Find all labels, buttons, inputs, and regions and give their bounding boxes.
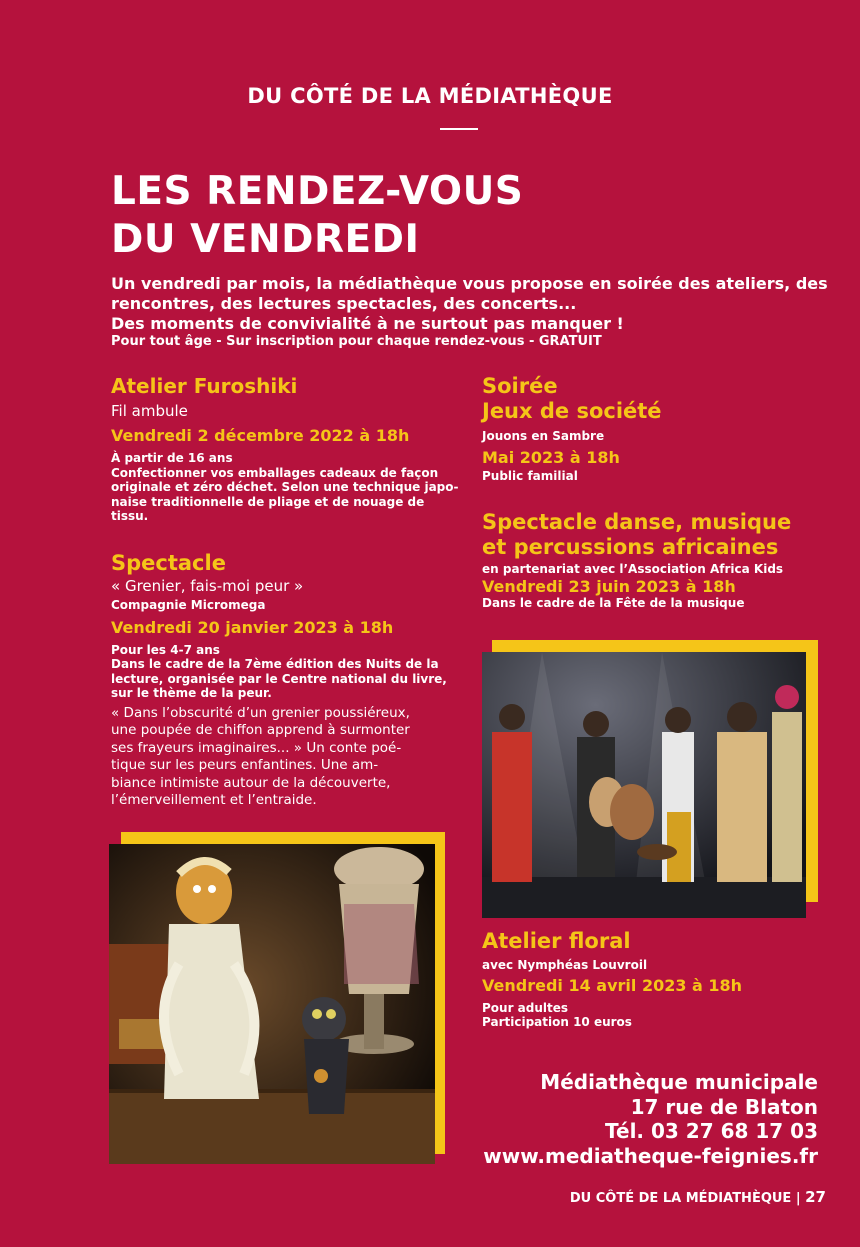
quote-line: l’émerveillement et l’entraide.	[111, 792, 317, 808]
section-header: DU CÔTÉ DE LA MÉDIATHÈQUE	[247, 84, 613, 108]
description-line: Participation 10 euros	[482, 1015, 632, 1029]
concert-photo	[482, 652, 806, 918]
event-quote	[111, 705, 447, 810]
event-title-line-2: et percussions africaines	[482, 535, 779, 559]
event-title-line-2: Jeux de société	[482, 399, 662, 423]
event-title: Spectacle	[111, 551, 226, 575]
footer-section: DU CÔTÉ DE LA MÉDIATHÈQUE	[569, 1191, 792, 1206]
intro-line-1: Un vendredi par mois, la médiathèque vous propose en soirée des ateliers, des	[111, 274, 828, 293]
header-divider	[440, 128, 478, 130]
concert-illustration	[482, 652, 806, 918]
page-title	[111, 168, 523, 264]
event-floral	[482, 929, 742, 1030]
description-line: tissu.	[111, 509, 149, 523]
description-line: sur le thème de la peur.	[111, 686, 272, 700]
event-subtitle: avec Nymphéas Louvroil	[482, 958, 648, 972]
event-spectacle	[111, 551, 447, 810]
quote-line: biance intimiste autour de la découverte,	[111, 774, 391, 791]
event-date: Vendredi 14 avril 2023 à 18h	[482, 975, 743, 995]
event-title: Atelier Furoshiki	[111, 374, 298, 398]
description-line: lecture, organisée par le Centre national du livre,	[111, 671, 447, 686]
event-date: Vendredi 20 janvier 2023 à 18h	[111, 617, 394, 637]
intro-line-4: Pour tout âge - Sur inscription pour chaque rendez-vous - GRATUIT	[111, 334, 602, 349]
description-line: À partir de 16 ans	[111, 451, 233, 465]
event-furoshiki	[111, 374, 458, 524]
event-description	[482, 1001, 742, 1030]
event-subtitle: Fil ambule	[111, 402, 188, 420]
venue-street: 17 rue de Blaton	[630, 1094, 818, 1119]
event-subtitle: en partenariat avec l’Association Africa Kids	[482, 562, 784, 576]
event-date: Mai 2023 à 18h	[482, 448, 620, 467]
event-description: Dans le cadre de la Fête de la musique	[482, 595, 745, 610]
quote-line: tique sur les peurs enfantines. Une am-	[111, 757, 379, 773]
description-line: Pour les 4-7 ans	[111, 642, 220, 657]
intro-line-2: rencontres, des lectures spectacles, des concerts...	[111, 294, 577, 313]
event-title-line-1: Spectacle danse, musique	[482, 510, 792, 534]
event-jeux	[482, 374, 662, 484]
page-title-line-2: DU VENDREDI	[111, 217, 420, 262]
description-line: Dans le cadre de la 7ème édition des Nuits de la	[111, 657, 439, 671]
event-title: Atelier floral	[482, 929, 631, 953]
event-description	[111, 451, 458, 524]
event-date: Vendredi 23 juin 2023 à 18h	[482, 576, 736, 596]
page-footer	[570, 1188, 826, 1206]
event-subtitle: « Grenier, fais-moi peur »	[111, 577, 304, 595]
address-block	[483, 1070, 818, 1168]
event-danse	[482, 510, 791, 610]
footer-separator: |	[795, 1191, 806, 1206]
puppet-photo	[109, 844, 435, 1164]
event-company: Compagnie Micromega	[111, 598, 266, 612]
page-title-line-1: LES RENDEZ-VOUS	[111, 169, 524, 214]
description-line: Confectionner vos emballages cadeaux de façon	[111, 465, 439, 480]
puppet-illustration	[109, 844, 435, 1164]
description-line: naise traditionnelle de pliage et de nouage de	[111, 494, 425, 509]
intro-text	[111, 274, 828, 350]
page-number: 27	[805, 1188, 826, 1206]
quote-line: « Dans l’obscurité d’un grenier poussiéreux,	[111, 704, 410, 721]
description-line: Pour adultes	[482, 1000, 569, 1015]
event-subtitle: Jouons en Sambre	[482, 429, 605, 443]
venue-phone: Tél. 03 27 68 17 03	[605, 1119, 818, 1143]
quote-line: une poupée de chiffon apprend à surmonter	[111, 722, 410, 738]
venue-website[interactable]: www.mediatheque-feignies.fr	[483, 1143, 818, 1168]
quote-line: ses frayeurs imaginaires... » Un conte poé-	[111, 739, 402, 756]
venue-name: Médiathèque municipale	[540, 1070, 818, 1094]
description-line: originale et zéro déchet. Selon une technique japo-	[111, 480, 459, 494]
event-date: Vendredi 2 décembre 2022 à 18h	[111, 426, 410, 445]
event-description	[111, 643, 447, 701]
event-description: Public familial	[482, 469, 578, 483]
event-title-line-1: Soirée	[482, 374, 558, 398]
intro-line-3: Des moments de convivialité à ne surtout pas manquer !	[111, 314, 624, 333]
